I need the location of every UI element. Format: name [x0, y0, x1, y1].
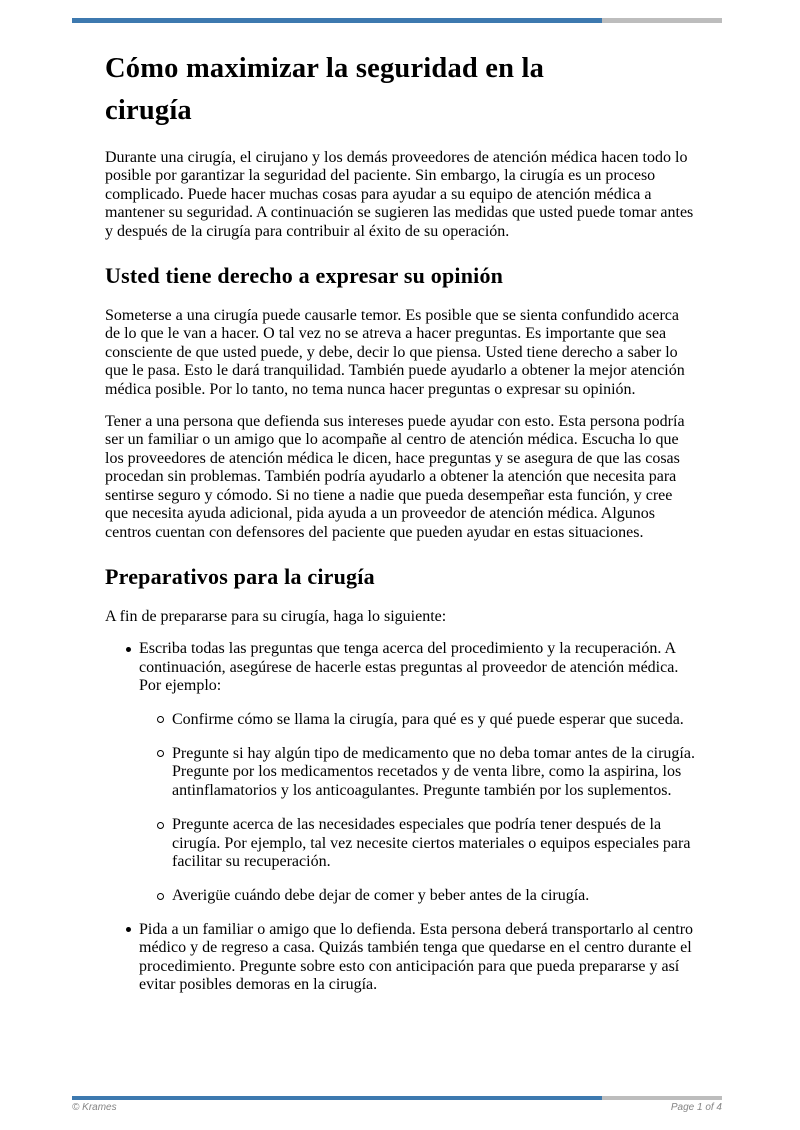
section-heading-your-opinion: Usted tiene derecho a expresar su opinión — [105, 263, 504, 289]
top-divider-gray-segment — [602, 18, 722, 23]
bullet-circle-icon — [157, 750, 164, 757]
page-title-line-1: Cómo maximizar la seguridad en la — [105, 53, 545, 84]
page-number-text: Page 1 of 4 — [670, 1102, 722, 1113]
page-title — [105, 48, 697, 132]
top-divider-rule — [72, 18, 722, 23]
sub-list-item-text: Confirme cómo se llama la cirugía, para qué es y qué puede esperar que suceda. — [172, 710, 684, 728]
bullet-dot-icon — [126, 927, 131, 932]
bullet-circle-icon — [157, 716, 164, 723]
page-footer — [72, 1102, 722, 1113]
copyright-text: © Krames — [72, 1102, 117, 1113]
sub-list-item — [139, 816, 697, 871]
preparation-list — [105, 640, 697, 994]
list-item — [105, 640, 697, 905]
sub-list-item-text: Pregunte si hay algún tipo de medicamento que no deba tomar antes de la cirugía. Pregunte por los medicamentos recetados y de venta libre, como la aspirina, los antinflamatorios y los anticoagulantes. Pregunte también por los suplementos. — [172, 744, 695, 799]
footer-divider-blue-segment — [72, 1096, 602, 1100]
page-title-line-2: cirugía — [105, 95, 192, 126]
document-body — [105, 48, 697, 1008]
paragraph: A fin de prepararse para su cirugía, haga lo siguiente: — [105, 607, 447, 625]
paragraph: Someterse a una cirugía puede causarle temor. Es posible que se sienta confundido acerca de lo que le van a hacer. O tal vez no se atreva a hacer preguntas. Es importante que sea consciente de que usted puede, y debe, decir lo que piensa. Usted tiene derecho a saber lo que le pasa. Esto le dará tranquilidad. También puede ayudarlo a obtener la mejor atención médica posible. Por lo tanto, no tema nunca hacer preguntas o expresar su opinión. — [105, 307, 685, 398]
bullet-circle-icon — [157, 893, 164, 900]
list-item-text: Escriba todas las preguntas que tenga acerca del procedimiento y la recuperación. A continuación, asegúrese de hacerle estas preguntas al proveedor de atención médica. Por ejemplo: — [139, 640, 679, 695]
footer-divider-gray-segment — [602, 1096, 722, 1100]
sub-list-item — [139, 745, 697, 800]
sub-list-item — [139, 711, 697, 729]
footer-divider-rule — [72, 1096, 722, 1100]
top-divider-blue-segment — [72, 18, 602, 23]
section-heading-preparations: Preparativos para la cirugía — [105, 563, 375, 589]
sub-list-item — [139, 887, 697, 905]
bullet-dot-icon — [126, 647, 131, 652]
sub-list-item-text: Pregunte acerca de las necesidades especiales que podría tener después de la cirugía. Por ejemplo, tal vez necesite ciertos materiales o equipos especiales para facilitar su recuperación. — [172, 816, 691, 870]
list-item — [105, 921, 697, 995]
bullet-circle-icon — [157, 822, 164, 829]
question-examples-sublist — [139, 711, 697, 906]
sub-list-item-text: Averigüe cuándo debe dejar de comer y beber antes de la cirugía. — [172, 887, 590, 905]
list-item-text: Pida a un familiar o amigo que lo defienda. Esta persona deberá transportarlo al centro médico y de regreso a casa. Quizás también tenga que quedarse en el centro durante el procedimiento. Pregunte sobre esto con anticipación para que pueda prepararse y así evitar posibles demoras en la cirugía. — [139, 920, 694, 993]
paragraph: Tener a una persona que defienda sus intereses puede ayudar con esto. Esta persona podría ser un familiar o un amigo que lo acompañe al centro de atención médica. Escucha lo que los proveedores de atención médica le dicen, hace preguntas y se asegura de que las cosas procedan sin problemas. También podría ayudarlo a obtener la atención que necesita para sentirse seguro y cómodo. Si no tiene a nadie que pueda desempeñar esta función, y cree que necesita ayuda adicional, pida ayuda a un proveedor de atención médica. Algunos centros cuentan con defensores del paciente que pueden ayudar en estas situaciones. — [105, 413, 685, 541]
intro-paragraph: Durante una cirugía, el cirujano y los demás proveedores de atención médica hacen todo lo posible por garantizar la seguridad del paciente. Sin embargo, la cirugía es un proceso complicado. Puede hacer muchas cosas para ayudar a su equipo de atención médica a mantener su seguridad. A continuación se sugieren las medidas que usted puede tomar antes y después de la cirugía para contribuir al éxito de su operación. — [105, 149, 694, 240]
